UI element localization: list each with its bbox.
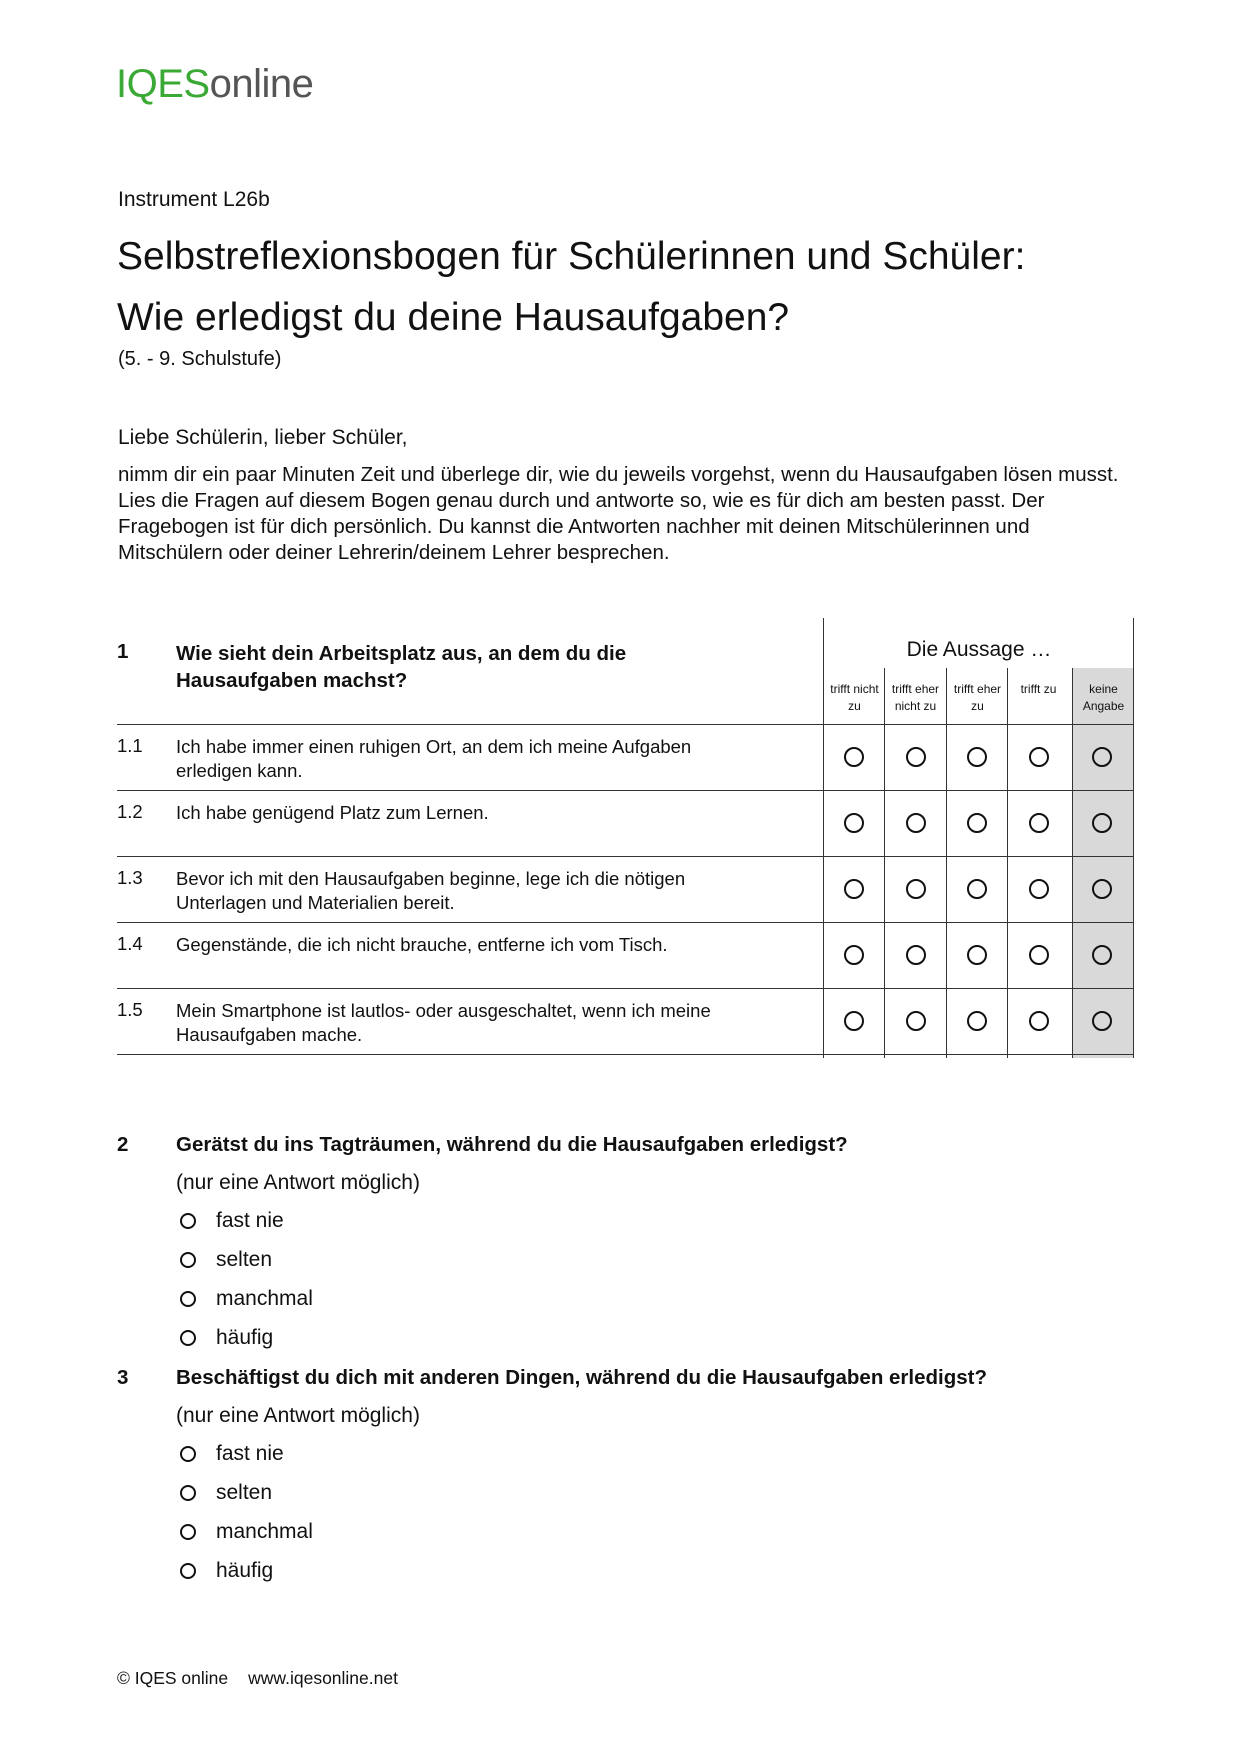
row-number: 1.2 xyxy=(117,801,143,822)
row-number: 1.1 xyxy=(117,735,143,756)
option-label: fast nie xyxy=(216,1442,284,1465)
intro-text: nimm dir ein paar Minuten Zeit und überlege dir, wie du jeweils vorgehst, wenn du Hausaufgaben lösen musst. Lies die Fragen auf diesem Bogen genau durch und antworte so, wie es für dich am besten passt. Der Fragebogen ist für dich persönlich. Du kannst die Antworten nachher mit deinen Mitschülerinnen und Mitschülern oder deiner Lehrerin/deinem Lehrer besprechen. xyxy=(118,463,1119,564)
column-header-trifft-eher-zu: trifft eher zu xyxy=(953,682,1002,713)
option-q2-haeufig[interactable] xyxy=(180,1325,273,1351)
row-divider xyxy=(117,724,1134,725)
column-header-trifft-eher-nicht-zu: trifft eher nicht zu xyxy=(891,682,940,713)
radio-circle xyxy=(180,1330,196,1346)
radio-circle xyxy=(180,1446,196,1462)
column-header-keine-angabe: keine Angabe xyxy=(1082,682,1125,713)
column-header-trifft-zu: trifft zu xyxy=(1020,682,1057,696)
radio-1-5-trifft-eher-zu[interactable] xyxy=(967,1011,987,1031)
radio-1-1-trifft-nicht-zu[interactable] xyxy=(844,747,864,767)
question-1-number: 1 xyxy=(117,640,129,663)
radio-circle xyxy=(180,1252,196,1268)
grid-line xyxy=(884,668,885,1058)
page-title xyxy=(117,226,1025,348)
question-1-table xyxy=(117,618,1134,1058)
radio-1-3-trifft-nicht-zu[interactable] xyxy=(844,879,864,899)
question-3-number: 3 xyxy=(117,1366,129,1389)
column-header-trifft-nicht-zu: trifft nicht zu xyxy=(830,682,879,713)
option-label: manchmal xyxy=(216,1520,313,1543)
radio-1-4-trifft-zu[interactable] xyxy=(1029,945,1049,965)
option-label: selten xyxy=(216,1248,273,1271)
option-label: häufig xyxy=(216,1326,274,1349)
radio-1-5-trifft-eher-nicht-zu[interactable] xyxy=(906,1011,926,1031)
title-line-1: Selbstreflexionsbogen für Schülerinnen und Schüler: xyxy=(117,235,1026,278)
option-q2-fast-nie[interactable] xyxy=(180,1208,284,1234)
question-2-hint: (nur eine Antwort möglich) xyxy=(176,1171,420,1194)
row-statement: Bevor ich mit den Hausaufgaben beginne, lege ich die nötigen Unterlagen und Materialien bereit. xyxy=(176,868,686,913)
radio-1-1-trifft-zu[interactable] xyxy=(1029,747,1049,767)
radio-1-2-trifft-nicht-zu[interactable] xyxy=(844,813,864,833)
row-statement: Gegenstände, die ich nicht brauche, entferne ich vom Tisch. xyxy=(176,934,668,955)
option-label: manchmal xyxy=(216,1287,313,1310)
footer-url[interactable]: www.iqesonline.net xyxy=(248,1668,398,1688)
row-divider xyxy=(117,790,1134,791)
radio-1-3-keine-angabe[interactable] xyxy=(1092,879,1112,899)
grade-range: (5. - 9. Schulstufe) xyxy=(118,348,282,370)
question-3 xyxy=(117,1366,1134,1582)
radio-circle xyxy=(180,1563,196,1579)
row-statement: Ich habe immer einen ruhigen Ort, an dem ich meine Aufgaben erledigen kann. xyxy=(176,736,692,781)
row-statement: Mein Smartphone ist lautlos- oder ausgeschaltet, wenn ich meine Hausaufgaben mache. xyxy=(176,1000,711,1045)
radio-1-4-trifft-eher-zu[interactable] xyxy=(967,945,987,965)
option-q3-fast-nie[interactable] xyxy=(180,1441,284,1467)
row-divider xyxy=(117,856,1134,857)
row-divider xyxy=(117,988,1134,989)
row-divider xyxy=(117,922,1134,923)
radio-1-4-trifft-eher-nicht-zu[interactable] xyxy=(906,945,926,965)
radio-1-1-keine-angabe[interactable] xyxy=(1092,747,1112,767)
option-label: fast nie xyxy=(216,1209,284,1232)
greeting: Liebe Schülerin, lieber Schüler, xyxy=(118,426,408,449)
question-3-text: Beschäftigst du dich mit anderen Dingen, während du die Hausaufgaben erledigst? xyxy=(176,1366,988,1389)
radio-1-2-trifft-eher-zu[interactable] xyxy=(967,813,987,833)
grid-line xyxy=(823,618,824,1058)
page-footer xyxy=(117,1668,398,1689)
footer-copyright: © IQES online xyxy=(117,1668,229,1688)
grid-line xyxy=(946,668,947,1058)
logo-sub: online xyxy=(209,62,314,106)
radio-1-5-keine-angabe[interactable] xyxy=(1092,1011,1112,1031)
radio-circle xyxy=(180,1524,196,1540)
radio-1-2-trifft-zu[interactable] xyxy=(1029,813,1049,833)
scale-title: Die Aussage … xyxy=(906,638,1052,661)
radio-1-4-trifft-nicht-zu[interactable] xyxy=(844,945,864,965)
radio-1-3-trifft-eher-zu[interactable] xyxy=(967,879,987,899)
logo-main: IQES xyxy=(116,62,210,106)
option-q3-haeufig[interactable] xyxy=(180,1558,273,1584)
question-2 xyxy=(117,1133,1134,1349)
option-label: selten xyxy=(216,1481,273,1504)
row-number: 1.3 xyxy=(117,867,143,888)
option-q3-manchmal[interactable] xyxy=(180,1519,313,1545)
iqes-online-logo xyxy=(116,64,313,104)
radio-1-5-trifft-nicht-zu[interactable] xyxy=(844,1011,864,1031)
radio-1-5-trifft-zu[interactable] xyxy=(1029,1011,1049,1031)
row-number: 1.4 xyxy=(117,933,143,954)
radio-circle xyxy=(180,1485,196,1501)
option-label: häufig xyxy=(216,1559,274,1582)
question-2-text: Gerätst du ins Tagträumen, während du die Hausaufgaben erledigst? xyxy=(176,1133,848,1156)
option-q2-manchmal[interactable] xyxy=(180,1286,313,1312)
question-2-number: 2 xyxy=(117,1133,129,1156)
option-q2-selten[interactable] xyxy=(180,1247,272,1273)
radio-circle xyxy=(180,1291,196,1307)
row-statement: Ich habe genügend Platz zum Lernen. xyxy=(176,802,489,823)
question-1-text: Wie sieht dein Arbeitsplatz aus, an dem du die Hausaufgaben machst? xyxy=(176,642,627,692)
radio-1-2-keine-angabe[interactable] xyxy=(1092,813,1112,833)
option-q3-selten[interactable] xyxy=(180,1480,272,1506)
radio-circle xyxy=(180,1213,196,1229)
question-3-hint: (nur eine Antwort möglich) xyxy=(176,1404,420,1427)
no-answer-column-shade xyxy=(1073,668,1134,1058)
instrument-label: Instrument L26b xyxy=(118,188,270,211)
radio-1-3-trifft-zu[interactable] xyxy=(1029,879,1049,899)
grid-line xyxy=(1072,668,1073,1058)
table-bottom-line xyxy=(117,1054,1134,1055)
grid-line xyxy=(1133,618,1134,1058)
radio-1-2-trifft-eher-nicht-zu[interactable] xyxy=(906,813,926,833)
row-number: 1.5 xyxy=(117,999,143,1020)
radio-1-1-trifft-eher-nicht-zu[interactable] xyxy=(906,747,926,767)
radio-1-4-keine-angabe[interactable] xyxy=(1092,945,1112,965)
radio-1-1-trifft-eher-zu[interactable] xyxy=(967,747,987,767)
title-line-2: Wie erledigst du deine Hausaufgaben? xyxy=(117,296,790,339)
grid-line xyxy=(1007,668,1008,1058)
radio-1-3-trifft-eher-nicht-zu[interactable] xyxy=(906,879,926,899)
